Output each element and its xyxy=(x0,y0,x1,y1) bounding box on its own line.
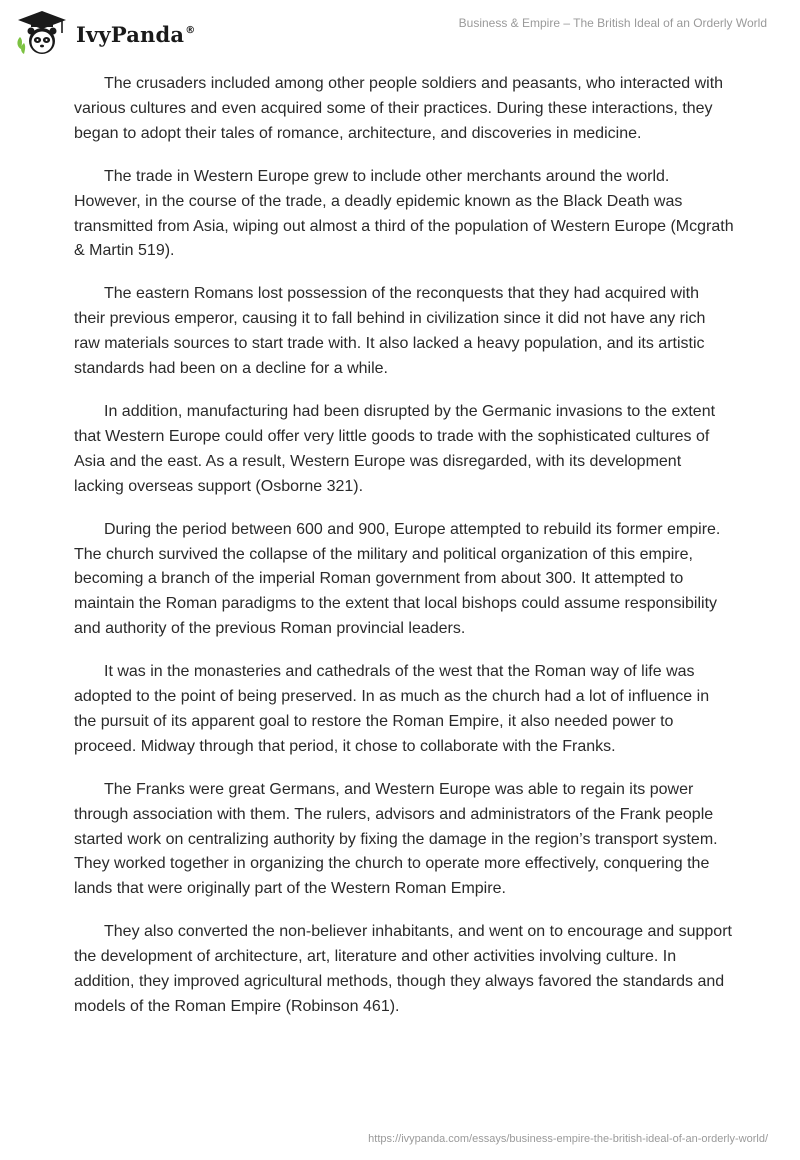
ivypanda-logo[interactable] xyxy=(14,8,204,58)
logo-wordmark: IvyPanda® xyxy=(76,21,196,47)
source-url-link[interactable]: https://ivypanda.com/essays/business-empire-the-british-ideal-of-an-orderly-world/ xyxy=(368,1133,768,1145)
registered-mark: ® xyxy=(185,24,196,36)
running-title: Business & Empire – The British Ideal of an Orderly World xyxy=(458,16,767,30)
paragraph-7: The Franks were great Germans, and Western Europe was able to regain its power through association with them. The rulers, advisors and administrators of the Frank people started work on centralizing authority by fixing the damage in the region’s transport system. They worked together in organizing the church to operate more effectively, conquering the lands that were originally part of the Western Roman Empire. xyxy=(74,780,718,898)
panda-graduate-icon xyxy=(14,9,70,57)
paragraph-3: The eastern Romans lost possession of the reconquests that they had acquired with their previous emperor, causing it to fall behind in civilization since it did not have any rich raw materials sources to start trade with. It also lacked a heavy population, and its artistic standards had been on a decline for a while. xyxy=(74,285,706,378)
paragraph-4: In addition, manufacturing had been disrupted by the Germanic invasions to the extent that Western Europe could offer very little goods to trade with the sophisticated cultures of Asia and the east. As a result, Western Europe was disregarded, with its development lacking overseas support (Osborne 321). xyxy=(74,402,716,495)
page-header xyxy=(0,0,800,64)
paragraph-2: The trade in Western Europe grew to include other merchants around the world. However, in the course of the trade, a deadly epidemic known as the Black Death was transmitted from Asia, wiping out almost a third of the population of Western Europe (Mcgrath & Martin 519). xyxy=(74,167,734,260)
paragraph-1: The crusaders included among other people soldiers and peasants, who interacted with various cultures and even acquired some of their practices. During these interactions, they began to adopt their tales of romance, architecture, and discoveries in medicine. xyxy=(74,75,724,142)
paragraph-6: It was in the monasteries and cathedrals of the west that the Roman way of life was adopted to the point of being preserved. In as much as the church had a lot of influence in the pursuit of its apparent goal to restore the Roman Empire, it also needed power to proceed. Midway through that period, it chose to collaborate with the Franks. xyxy=(74,663,710,755)
paragraph-8: They also converted the non-believer inhabitants, and went on to encourage and support the development of architecture, art, literature and other activities involving culture. In addition, they improved agricultural methods, though they always favored the standards and models of the Roman Empire (Robinson 461). xyxy=(74,923,732,1015)
paragraph-5: During the period between 600 and 900, Europe attempted to rebuild its former empire. The church survived the collapse of the military and political organization of this empire, becoming a branch of the imperial Roman government from about 300. It attempted to maintain the Roman paradigms to the extent that local bishops could assume responsibility and authority of the previous Roman provincial leaders. xyxy=(74,520,721,638)
essay-body xyxy=(74,72,734,1038)
